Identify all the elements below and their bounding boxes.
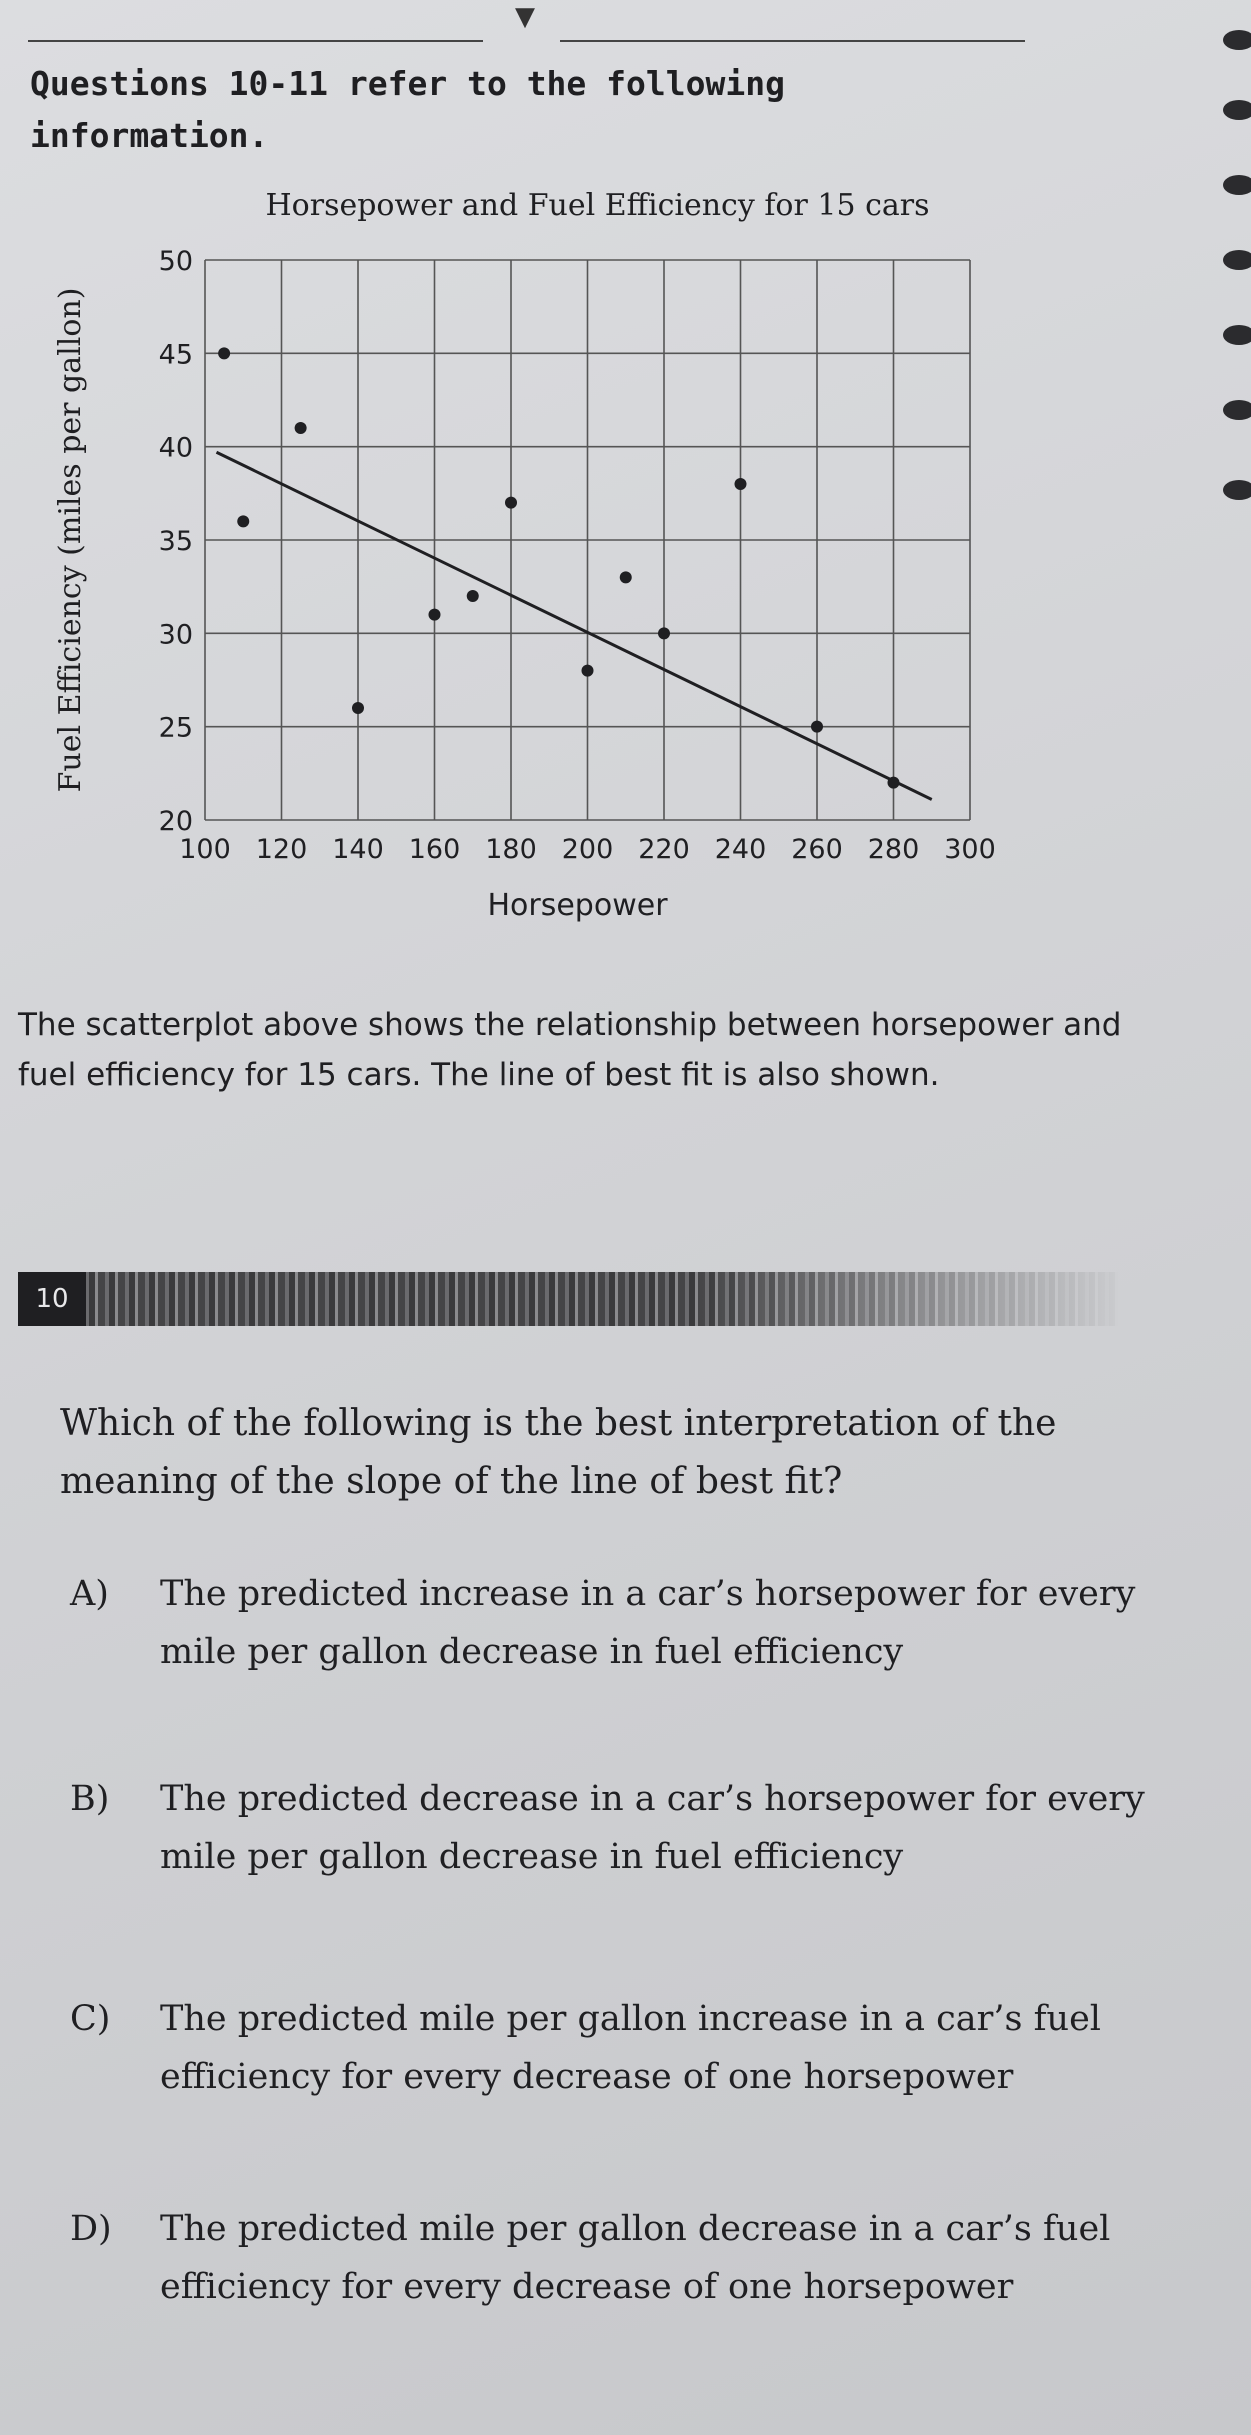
- x-tick-label: 200: [561, 834, 614, 865]
- question-number-bar: [18, 1272, 1118, 1326]
- data-point: [505, 497, 517, 509]
- choice-letter: A): [70, 1574, 109, 1614]
- data-point: [295, 422, 307, 434]
- page-marker-icon: ▼: [515, 2, 535, 32]
- x-tick-label: 160: [408, 834, 461, 865]
- data-point: [582, 665, 594, 677]
- choice-letter: D): [70, 2209, 112, 2249]
- answer-choice-b[interactable]: [70, 1770, 1160, 1886]
- x-tick-label: 180: [485, 834, 537, 865]
- x-tick-label: 240: [714, 834, 767, 865]
- choice-text: The predicted decrease in a car’s horsepower for every mile per gallon decrease in fuel efficiency: [160, 1779, 1145, 1877]
- y-tick-label: 30: [158, 619, 193, 651]
- answer-choice-c[interactable]: [70, 1990, 1160, 2106]
- answer-choice-d[interactable]: [70, 2200, 1160, 2316]
- x-axis-label: Horsepower: [487, 888, 668, 923]
- choice-text: The predicted mile per gallon decrease in a car’s fuel efficiency for every decrease of one horsepower: [160, 2209, 1111, 2307]
- answer-choice-a[interactable]: [70, 1565, 1160, 1681]
- choice-letter: B): [70, 1779, 110, 1819]
- choice-letter: C): [70, 1999, 111, 2039]
- scatterplot-chart: [0, 180, 1251, 960]
- passage-text: The scatterplot above shows the relationship between horsepower and fuel efficiency for 15 cars. The line of best fit is also shown.: [18, 1007, 1122, 1093]
- y-tick-label: 25: [158, 712, 193, 744]
- data-point: [658, 627, 670, 639]
- questions-header: Questions 10-11 refer to the following information.: [30, 64, 785, 155]
- question-number: 10: [18, 1272, 86, 1326]
- x-tick-label: 260: [791, 834, 843, 865]
- choice-text: The predicted mile per gallon increase in a car’s fuel efficiency for every decrease of one horsepower: [160, 1999, 1101, 2097]
- data-point: [811, 721, 823, 733]
- x-tick-label: 220: [638, 834, 690, 865]
- top-rule-right: [560, 40, 1025, 42]
- x-tick-label: 120: [255, 834, 308, 865]
- y-axis-label: Fuel Efficiency (miles per gallon): [53, 287, 88, 793]
- y-tick-label: 35: [158, 526, 193, 557]
- x-tick-label: 300: [944, 834, 996, 865]
- data-point: [352, 702, 364, 714]
- top-rule-left: [28, 40, 483, 42]
- y-tick-label: 40: [158, 432, 193, 464]
- data-point: [888, 777, 900, 789]
- y-tick-label: 50: [158, 246, 193, 277]
- question-stem: Which of the following is the best interpretation of the meaning of the slope of the line of best fit?: [60, 1403, 1057, 1502]
- chart-title: Horsepower and Fuel Efficiency for 15 cars: [265, 188, 930, 223]
- x-tick-label: 100: [179, 834, 231, 865]
- data-point: [237, 515, 249, 527]
- y-tick-label: 20: [158, 806, 193, 837]
- data-point: [429, 609, 441, 621]
- data-point: [620, 571, 632, 583]
- data-point: [467, 590, 479, 602]
- choice-text: The predicted increase in a car’s horsepower for every mile per gallon decrease in fuel efficiency: [160, 1574, 1136, 1672]
- x-tick-label: 140: [332, 834, 384, 865]
- best-fit-line: [216, 452, 931, 799]
- data-point: [735, 478, 747, 490]
- data-point: [218, 347, 230, 359]
- x-tick-label: 280: [867, 834, 920, 865]
- y-tick-label: 45: [158, 339, 193, 371]
